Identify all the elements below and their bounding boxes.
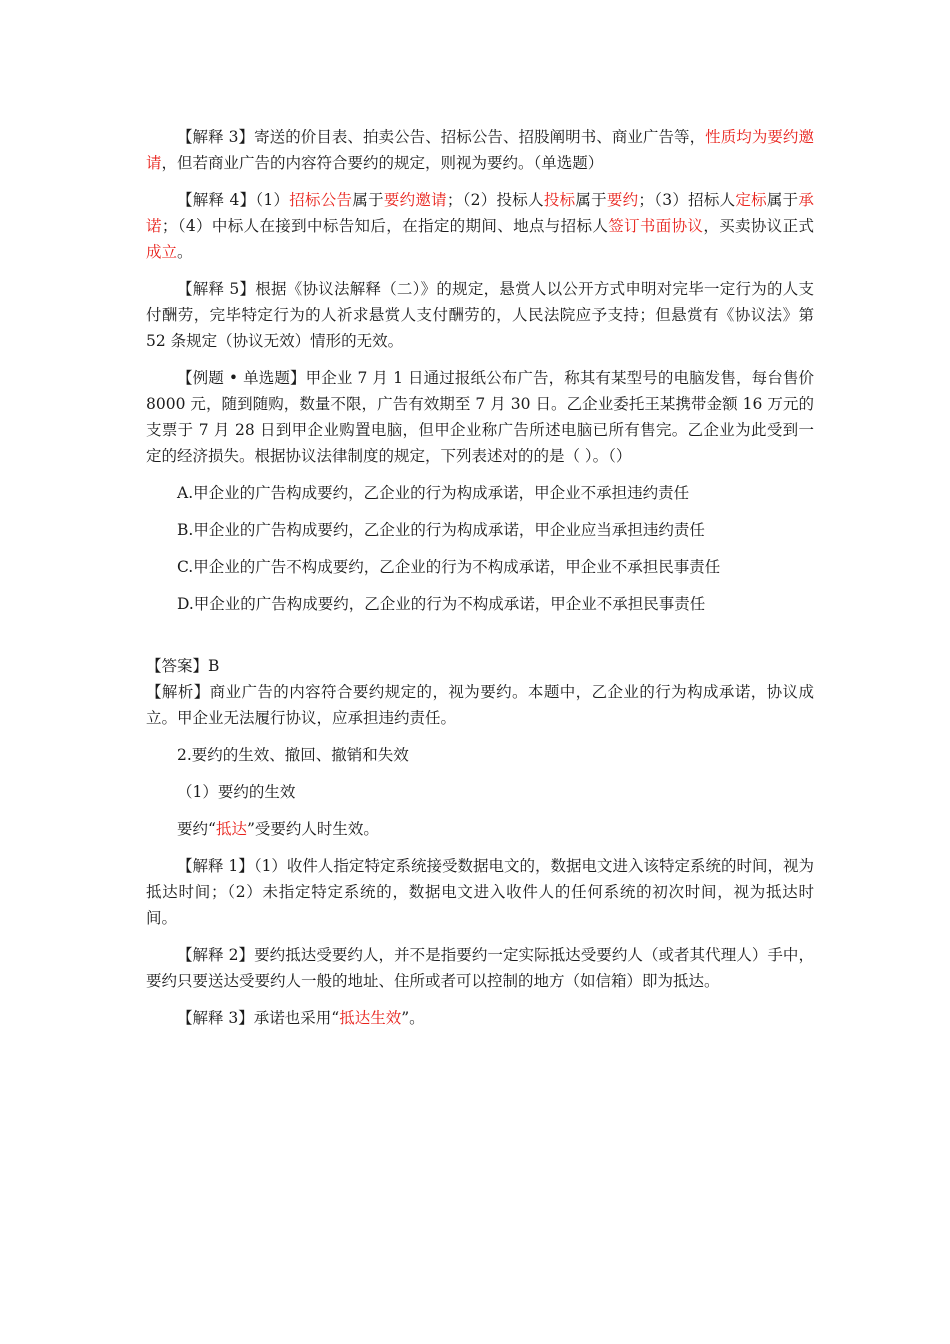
highlight-run: 签订书面协议 [608,217,704,235]
analysis-label: 【解析】 [146,683,210,701]
paragraph-text: （1）收件人指定特定系统接受数据电文的，数据电文进入该特定系统的时间，视为抵达时间；（2）未指定特定系统的，数据电文进入收件人的任何系统的初次时间，视为抵达时间。 [146,857,814,927]
explanation-heading: 【解释 4】 [177,191,256,209]
question-heading: 【例题 • 单选题】 [177,369,306,387]
explanation-1-paragraph [146,853,814,931]
paragraph-text: 根据《协议法解释（二）》的规定，悬赏人以公开方式申明对完毕一定行为的人支付酬劳，完毕特定行为的人祈求悬赏人支付酬劳的，人民法院应予支持；但悬赏有《协议法》第 52 条规定（协议无效）情形的无效。 [146,280,814,350]
text-run: ；（3）招标人 [638,191,736,209]
explanation-heading: 【解释 1】 [177,857,254,875]
highlight-run: 要约 [606,191,639,209]
effect-rule [146,816,814,842]
text-run: ，但若商业广告的内容符合要约的规定，则视为要约。（单选题） [161,154,604,172]
analysis-paragraph [146,679,814,731]
document-body [146,124,814,1042]
option-a: A.甲企业的广告构成要约，乙企业的行为构成承诺，甲企业不承担违约责任 [177,484,690,502]
answer-value: B [208,657,220,675]
text-run: 承诺也采用“ [253,1009,340,1027]
highlight-run: 抵达 [215,820,247,838]
section-title: 2.要约的生效、撤回、撤销和失效 [177,746,409,764]
highlight-run: 招标公告 [289,191,353,209]
text-run: ”。 [401,1009,425,1027]
explanation-2-paragraph [146,942,814,994]
highlight-run: 定标 [735,191,767,209]
explanation-heading: 【解释 5】 [177,280,256,298]
option-c: C.甲企业的广告不构成要约，乙企业的行为不构成承诺，甲企业不承担民事责任 [177,558,721,576]
text-run: 要约“ [177,820,216,838]
explanation-5-paragraph [146,276,814,354]
explanation-4-paragraph [146,187,814,265]
explanation-heading: 【解释 3】 [177,128,255,146]
explanation-3-paragraph [146,124,814,176]
highlight-run: 抵达生效 [339,1009,402,1027]
text-run: 寄送的价目表、拍卖公告、招标公告、招股阐明书、商业广告等， [254,128,706,146]
text-run: ；（4）中标人在接到中标告知后，在指定的期间、地点与招标人 [161,217,609,235]
option-b: B.甲企业的广告构成要约，乙企业的行为构成承诺，甲企业应当承担违约责任 [177,521,705,539]
explanation-heading: 【解释 2】 [177,946,255,964]
highlight-run: 要约邀请 [383,191,447,209]
highlight-run: 投标 [543,191,576,209]
answer-line [146,653,814,679]
paragraph-text: 要约抵达受要约人，并不是指要约一定实际抵达受要约人（或者其代理人）手中，要约只要送达受要约人一般的地址、住所或者可以控制的地方（如信箱）即为抵达。 [146,946,814,990]
analysis-text: 商业广告的内容符合要约规定的，视为要约。本题中，乙企业的行为构成承诺，协议成立。甲企业无法履行协议，应承担违约责任。 [146,683,814,727]
text-run: 属于 [766,191,799,209]
text-run: 。 [177,243,193,261]
highlight-run: 成立 [146,243,178,261]
text-run: 属于 [352,191,384,209]
text-run: ，买卖协议正式 [703,217,814,235]
answer-block [146,653,814,731]
explanation-heading: 【解释 3】 [177,1009,254,1027]
text-run: 属于 [575,191,607,209]
text-run: ”受要约人时生效。 [246,820,379,838]
text-run: ；（2）投标人 [446,191,544,209]
option-d: D.甲企业的广告构成要约，乙企业的行为不构成承诺，甲企业不承担民事责任 [177,595,706,613]
example-question [146,365,814,469]
question-text: 甲企业 7 月 1 日通过报纸公布广告，称其有某型号的电脑发售，每台售价 8000 元，随到随购，数量不限，广告有效期至 7 月 30 日。乙企业委托王某携带金额 16 万元的支票于 7 月 28 日到甲企业购置电脑，但甲企业称广告所述电脑已所有售完。乙企业为此受到一定的经济损失。根据协议法律制度的规定，下列表述对的的是（ ）。（） [146,369,815,465]
highlight-run: 承诺 [146,191,814,235]
explanation-3b-paragraph [146,1005,814,1031]
highlight-run: 性质均为要约邀请 [146,128,814,172]
text-run: （1） [255,191,290,209]
section-subtitle: （1）要约的生效 [177,783,296,801]
answer-label: 【答案】 [146,657,209,675]
